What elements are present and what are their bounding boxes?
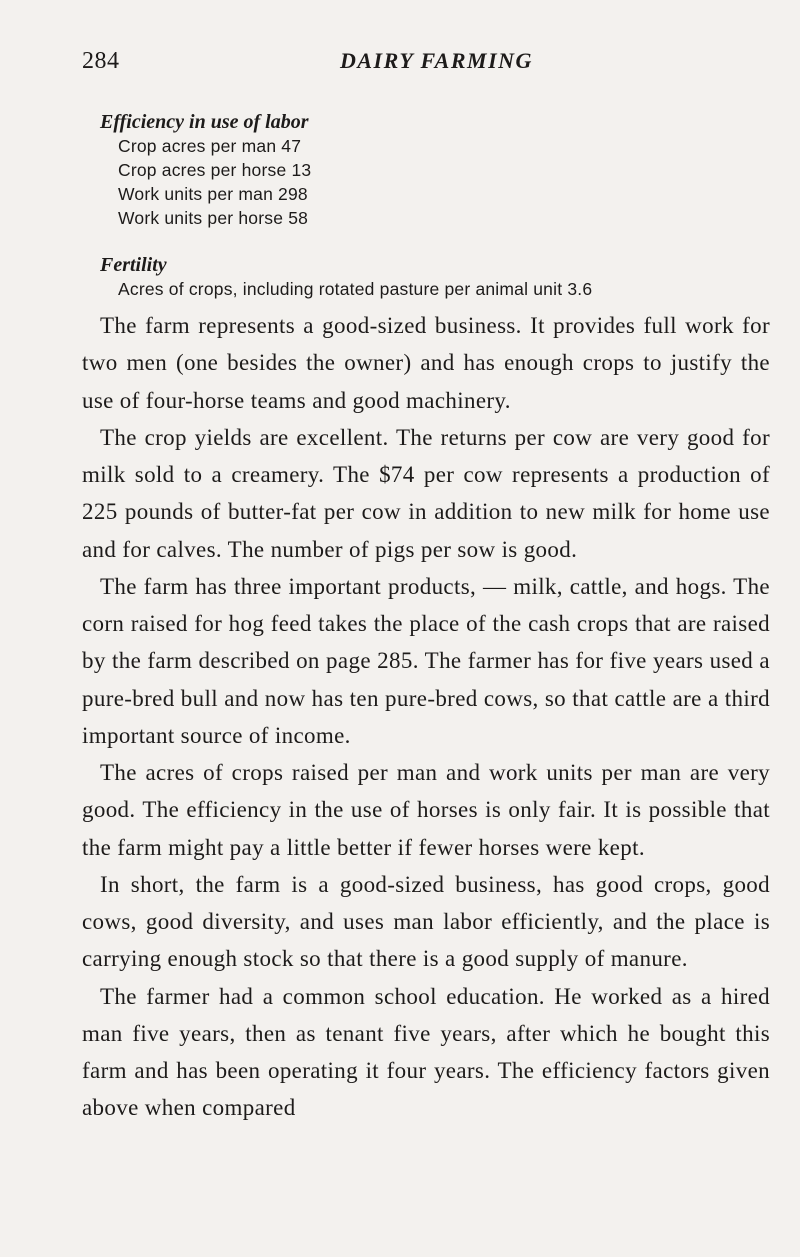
- paragraph: The farmer had a common school education. He worked as a hired man five years, then as tenant five years, after which he bought this farm and has been operating it four years. The efficiency factors given above when compared: [82, 983, 770, 1121]
- paragraph: The farm has three important products, — milk, cattle, and hogs. The corn raised for hog feed takes the place of the cash crops that are raised by the farm described on page 285. The farmer has for five years used a pure-bred bull and now has ten pure-bred cows, so that cattle are a third important source of income.: [82, 573, 770, 748]
- labor-efficiency-heading: Efficiency in use of labor: [100, 111, 309, 133]
- stat-line: Crop acres per man 47: [118, 136, 302, 156]
- fertility-heading: Fertility: [100, 254, 167, 276]
- stat-line: Crop acres per horse 13: [118, 160, 312, 180]
- stat-line: Work units per horse 58: [118, 208, 309, 228]
- stat-line: Acres of crops, including rotated pasture per animal unit 3.6: [118, 279, 593, 299]
- page-number: 284: [82, 48, 120, 74]
- paragraph: The crop yields are excellent. The returns per cow are very good for milk sold to a creamery. The $74 per cow represents a production of 225 pounds of butter-fat per cow in addition to new milk for home use and for calves. The number of pigs per sow is good.: [82, 424, 770, 562]
- paragraph: The farm represents a good-sized business. It provides full work for two men (one besides the owner) and has enough crops to justify the use of four-horse teams and good machinery.: [82, 313, 770, 413]
- body-text: [82, 307, 770, 1127]
- paragraph: In short, the farm is a good-sized business, has good crops, good cows, good diversity, and uses man labor efficiently, and the place is carrying enough stock so that there is a good supply of manure.: [82, 871, 770, 972]
- running-title: DAIRY FARMING: [340, 48, 533, 73]
- stat-line: Work units per man 298: [118, 184, 308, 204]
- paragraph: The acres of crops raised per man and work units per man are very good. The efficiency in the use of horses is only fair. It is possible that the farm might pay a little better if fewer horses were kept.: [82, 760, 770, 860]
- farm-efficiency-stats: [100, 110, 760, 301]
- page-header: [82, 48, 722, 84]
- section-gap: [100, 230, 760, 253]
